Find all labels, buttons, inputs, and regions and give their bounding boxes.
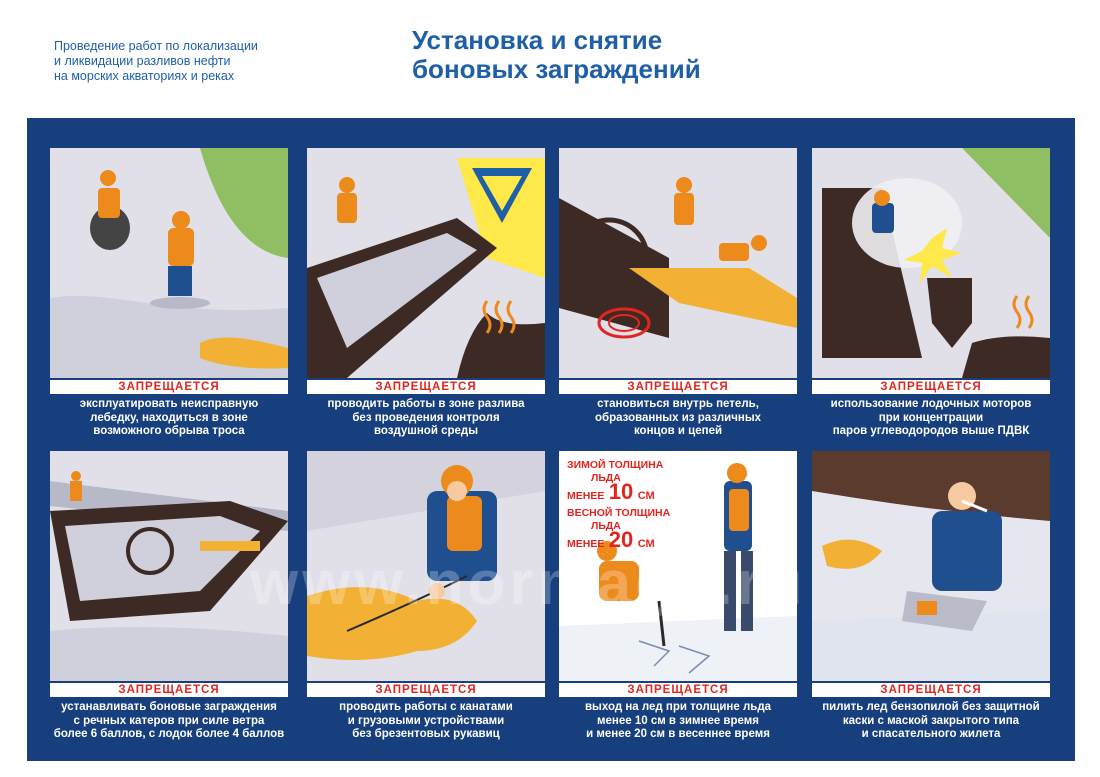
motor-scene-drawing [812, 148, 1050, 378]
illustration-rope-loops [559, 148, 797, 378]
card-description [44, 398, 294, 439]
description-line: паров углеводородов выше ПДВК [832, 425, 1030, 437]
ice-note-spring-line2: ЛЬДА [591, 520, 621, 532]
ice-note-spring-line1: ВЕСНОЙ ТОЛЩИНА [567, 507, 671, 519]
card-description [806, 398, 1056, 439]
description-line: концов и цепей [633, 425, 723, 437]
ban-label: ЗАПРЕЩАЕТСЯ [559, 683, 797, 697]
ban-label: ЗАПРЕЩАЕТСЯ [50, 380, 288, 394]
card-description [553, 701, 803, 742]
description-line: без проведения контроля [352, 411, 500, 424]
ban-label: ЗАПРЕЩАЕТСЯ [812, 683, 1050, 697]
ice-note-winter-unit: СМ [637, 490, 655, 502]
ban-label: ЗАПРЕЩАЕТСЯ [812, 380, 1050, 394]
description-line: устанавливать боновые заграждения [61, 701, 277, 713]
title-line-1: Установка и снятие [412, 25, 663, 55]
illustration-ice-saw [812, 451, 1050, 681]
description-line: эксплуатировать неисправную [79, 398, 259, 410]
description-line: выход на лед при толщине льда [584, 701, 772, 713]
ban-label: ЗАПРЕЩАЕТСЯ [307, 683, 545, 697]
card-description [806, 701, 1056, 742]
poster-board [27, 118, 1075, 761]
description-line: образованных из различных [594, 411, 762, 424]
subtitle-line-1: Проведение работ по локализации [54, 39, 258, 53]
description-line: менее 10 см в зимнее время [597, 714, 759, 727]
description-line: с речных катеров при силе ветра [73, 714, 265, 727]
watermark: www.normaga.ru [250, 549, 807, 618]
winch-scene-drawing [50, 148, 288, 378]
poster-title [412, 26, 701, 84]
ice-note-winter [567, 459, 663, 503]
card-description [301, 398, 551, 439]
card-description [553, 398, 803, 439]
ice-note-spring-unit: СМ [637, 538, 655, 550]
ice-note-winter-line2: ЛЬДА [591, 472, 621, 484]
description-line: пилить лед бензопилой без защитной [822, 701, 1040, 713]
illustration-boat-explosion [307, 148, 545, 378]
description-line: использование лодочных моторов [830, 398, 1032, 410]
ban-label: ЗАПРЕЩАЕТСЯ [559, 380, 797, 394]
saw-scene-drawing [812, 451, 1050, 681]
explosion-scene-drawing [307, 148, 545, 378]
card-description [44, 701, 294, 742]
description-line: и спасательного жилета [861, 728, 1001, 740]
description-line: и менее 20 см в весеннее время [586, 728, 770, 740]
subtitle-line-3: на морских акваториях и реках [54, 69, 235, 83]
description-line: каски с маской закрытого типа [842, 714, 1020, 727]
description-line: проводить работы с канатами [339, 701, 513, 713]
title-line-2: боновых заграждений [412, 54, 701, 84]
description-line: становиться внутрь петель, [597, 398, 759, 410]
description-line: проводить работы в зоне разлива [327, 398, 525, 410]
description-line: и грузовыми устройствами [347, 714, 505, 727]
ice-note-spring-value: 20 [608, 527, 634, 552]
description-line: возможного обрыва троса [93, 425, 245, 437]
ban-label: ЗАПРЕЩАЕТСЯ [50, 683, 288, 697]
description-line: при концентрации [878, 411, 984, 424]
ice-note-winter-line1: ЗИМОЙ ТОЛЩИНА [567, 459, 664, 471]
description-line: без брезентовых рукавиц [352, 728, 500, 740]
ice-note-winter-line3: МЕНЕЕ [567, 490, 605, 502]
subtitle-line-2: и ликвидации разливов нефти [54, 54, 231, 68]
ice-note-spring [567, 507, 670, 551]
ban-label: ЗАПРЕЩАЕТСЯ [307, 380, 545, 394]
ice-note-spring-line3: МЕНЕЕ [567, 538, 605, 550]
illustration-winch [50, 148, 288, 378]
ice-note-winter-value: 10 [608, 479, 634, 504]
description-line: более 6 баллов, с лодок более 4 баллов [53, 728, 285, 740]
description-line: воздушной среды [373, 425, 479, 437]
document-subtitle [54, 39, 294, 84]
card-description [301, 701, 551, 742]
description-line: лебедку, находиться в зоне [90, 411, 248, 424]
illustration-boat-motor [812, 148, 1050, 378]
rope-scene-drawing [559, 148, 797, 378]
